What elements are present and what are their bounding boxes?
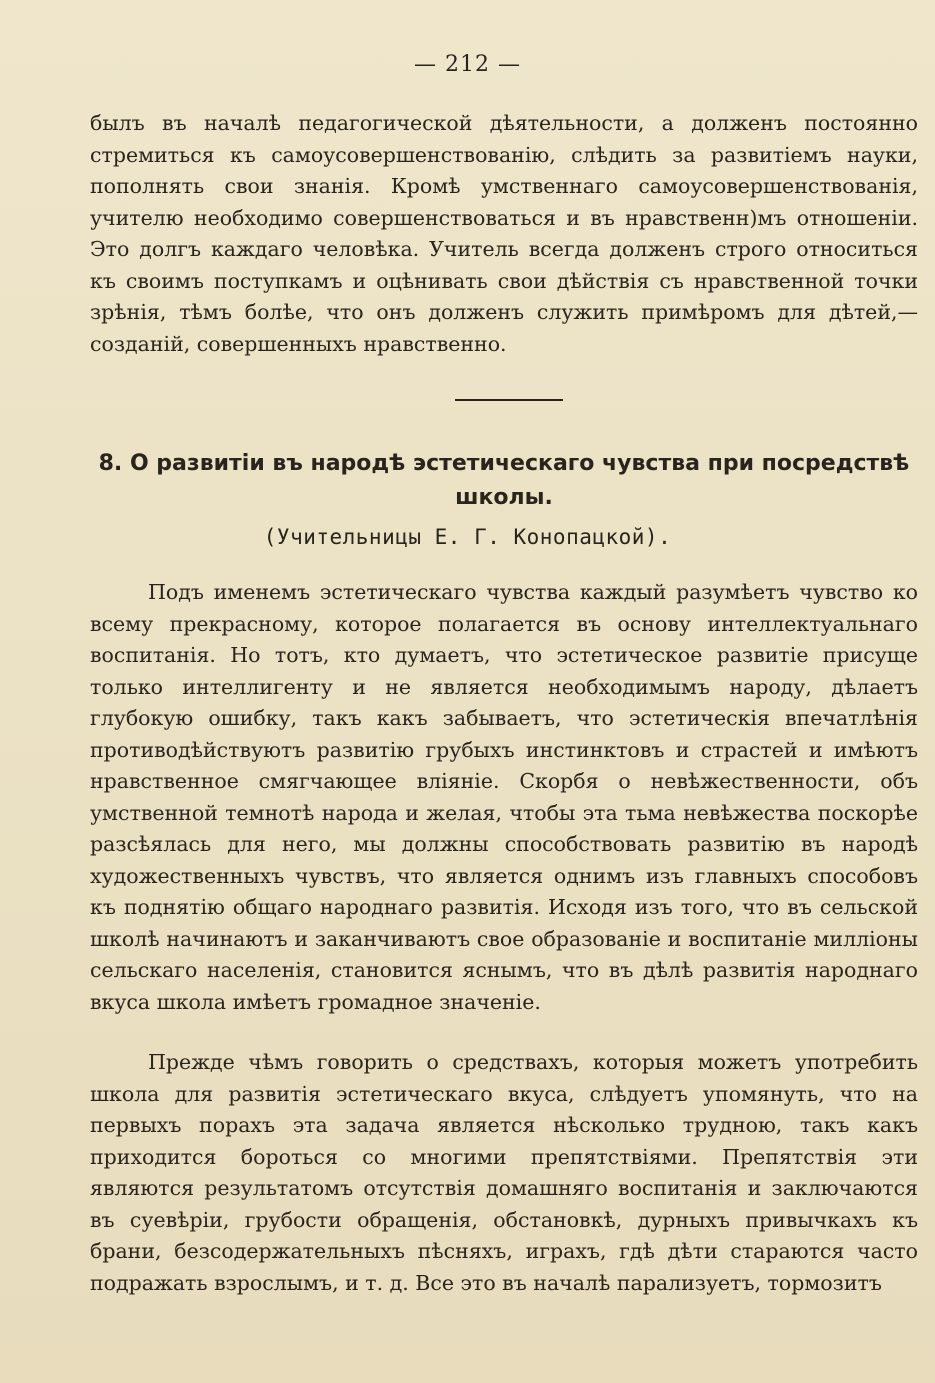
section-author: (Учительницы Е. Г. Конопацкой). — [263, 525, 672, 549]
paragraph-body-2: Прежде чѣмъ говорить о средствахъ, которыя можетъ употребить школа для развитія эстетическаго вкуса, слѣдуетъ упомянуть, что на первыхъ порахъ эта задача является нѣсколько трудною, такъ какъ приходится бороться со многими препятствіями. Препятствія эти являются результатомъ отсутствія домашняго воспитанія и заключаются въ суевѣріи, грубости обращенія, обстановкѣ, дурныхъ привычкахъ къ брани, безсодержательныхъ пѣсняхъ, играхъ, гдѣ дѣти стараются часто подражать взрослымъ, и т. д. Все это въ началѣ парализуетъ, тормозитъ — [90, 1050, 918, 1295]
paragraph-intro: былъ въ началѣ педагогической дѣятельности, а долженъ постоянно стремиться къ самоусовершенствованію, слѣдить за развитіемъ науки, пополнять свои знанія. Кромѣ умственнаго самоусовершенствованія, учителю необходимо совершенствоваться и въ нравственн)мъ отношеніи. Это долгъ каждаго человѣка. Учитель всегда долженъ строго относиться къ своимъ поступкамъ и оцѣнивать свои дѣйствія съ нравственной точки зрѣнія, тѣмъ болѣе, что онъ долженъ служить примѣромъ для дѣтей,— созданій, совершенныхъ нравственно. — [90, 111, 918, 356]
page-number: — 212 — — [414, 52, 521, 77]
section-divider — [455, 399, 563, 401]
paragraph-body-1: Подъ именемъ эстетическаго чувства каждый разумѣетъ чувство ко всему прекрасному, которое полагается въ основу интеллектуальнаго воспитанія. Но тотъ, кто думаетъ, что эстетическое развитіе присуще только интеллигенту и не является необходимымъ народу, дѣлаетъ глубокую ошибку, такъ какъ забываетъ, что эстетическія впечатлѣнія противодѣйствуютъ развитію грубыхъ инстинктовъ и страстей и имѣютъ нравственное смягчающее вліяніе. Скорбя о невѣжественности, объ умственной темнотѣ народа и желая, чтобы эта тьма невѣжества поскорѣе разсѣялась для него, мы должны способствовать развитію въ народѣ художественныхъ чувствъ, что является однимъ изъ главныхъ способовъ къ поднятію общаго народнаго развитія. Исходя изъ того, что въ сельской школѣ начинаютъ и заканчиваютъ свое образованіе и воспитаніе милліоны сельскаго населенія, становится яснымъ, что въ дѣлѣ развитія народнаго вкуса школа имѣетъ громадное значеніе. — [90, 580, 918, 1014]
section-heading: 8. О развитіи въ народѣ эстетическаго чувства при посредствѣ школы. — [98, 451, 910, 510]
